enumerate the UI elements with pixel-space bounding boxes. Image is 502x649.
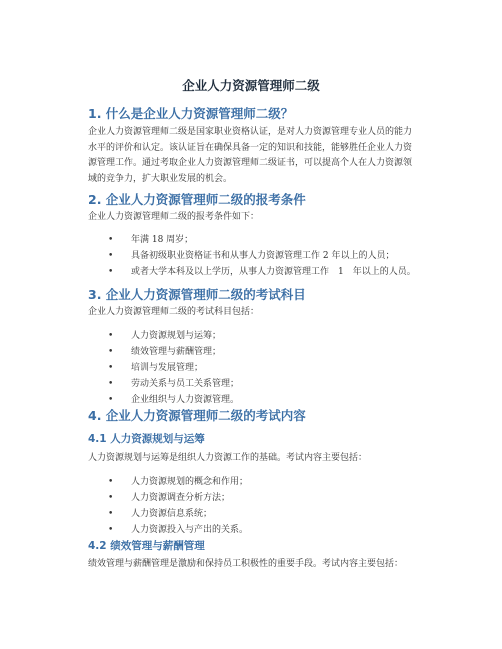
list-item: • 劳动关系与员工关系管理； <box>88 376 239 392</box>
list-item: • 人力资源投入与产出的关系。 <box>88 522 248 538</box>
page-title: 企业人力资源管理师二级 <box>182 78 320 93</box>
subsection-heading-4-2: 4.2 绩效管理与薪酬管理 <box>88 540 205 552</box>
subsection-heading-4-1: 4.1 人力资源规划与运筹 <box>88 433 205 445</box>
list-item: • 人力资源调查分析方法； <box>88 490 248 506</box>
bullet-icon: • <box>108 267 114 277</box>
section-heading-4: 4. 企业人力资源管理师二级的考试内容 <box>88 408 306 423</box>
list-item: • 或者大学本科及以上学历，从事人力资源管理工作 1 年以上的人员。 <box>88 264 416 280</box>
section-1-paragraph: 企业人力资源管理师二级是国家职业资格认证，是对人力资源管理专业人员的能力水平的评价和认定。该认证旨在确保具备一定的知识和技能，能够胜任企业人力资源管理工作。通过考取企业人力资源管理师二级证书，可以提高个人在人力资源领域的竞争力，扩大职业发展的机会。 <box>88 127 413 184</box>
bullet-icon: • <box>108 509 114 519</box>
bullet-icon: • <box>108 235 114 245</box>
section-heading-3: 3. 企业人力资源管理师二级的考试科目 <box>88 287 306 302</box>
bullet-icon: • <box>108 379 114 389</box>
list-item: • 人力资源规划与运筹； <box>88 328 239 344</box>
section-2-list <box>88 232 416 280</box>
section-3-paragraph: 企业人力资源管理师二级的考试科目包括： <box>88 307 260 317</box>
subsection-4-1-list <box>88 474 248 538</box>
list-item: • 企业组织与人力资源管理。 <box>88 392 239 408</box>
bullet-icon: • <box>108 331 114 341</box>
bullet-icon: • <box>108 363 114 373</box>
bullet-icon: • <box>108 477 114 487</box>
bullet-icon: • <box>108 347 114 357</box>
subsection-4-2-paragraph: 绩效管理与薪酬管理是激励和保持员工积极性的重要手段。考试内容主要包括： <box>88 559 404 569</box>
section-2-paragraph: 企业人力资源管理师二级的报考条件如下： <box>88 212 260 222</box>
list-item: • 人力资源信息系统； <box>88 506 248 522</box>
bullet-icon: • <box>108 493 114 503</box>
subsection-4-1-paragraph: 人力资源规划与运筹是组织人力资源工作的基础。考试内容主要包括： <box>88 453 368 463</box>
list-item: • 培训与发展管理； <box>88 360 239 376</box>
section-3-list <box>88 328 239 408</box>
bullet-icon: • <box>108 525 114 535</box>
section-heading-1: 1. 什么是企业人力资源管理师二级？ <box>88 106 294 121</box>
bullet-icon: • <box>108 395 114 405</box>
list-item: • 绩效管理与薪酬管理； <box>88 344 239 360</box>
list-item: • 年满 18 周岁； <box>88 232 416 248</box>
bullet-icon: • <box>108 251 114 261</box>
section-heading-2: 2. 企业人力资源管理师二级的报考条件 <box>88 192 306 207</box>
list-item: • 具备初级职业资格证书和从事人力资源管理工作 2 年以上的人员； <box>88 248 416 264</box>
list-item: • 人力资源规划的概念和作用； <box>88 474 248 490</box>
